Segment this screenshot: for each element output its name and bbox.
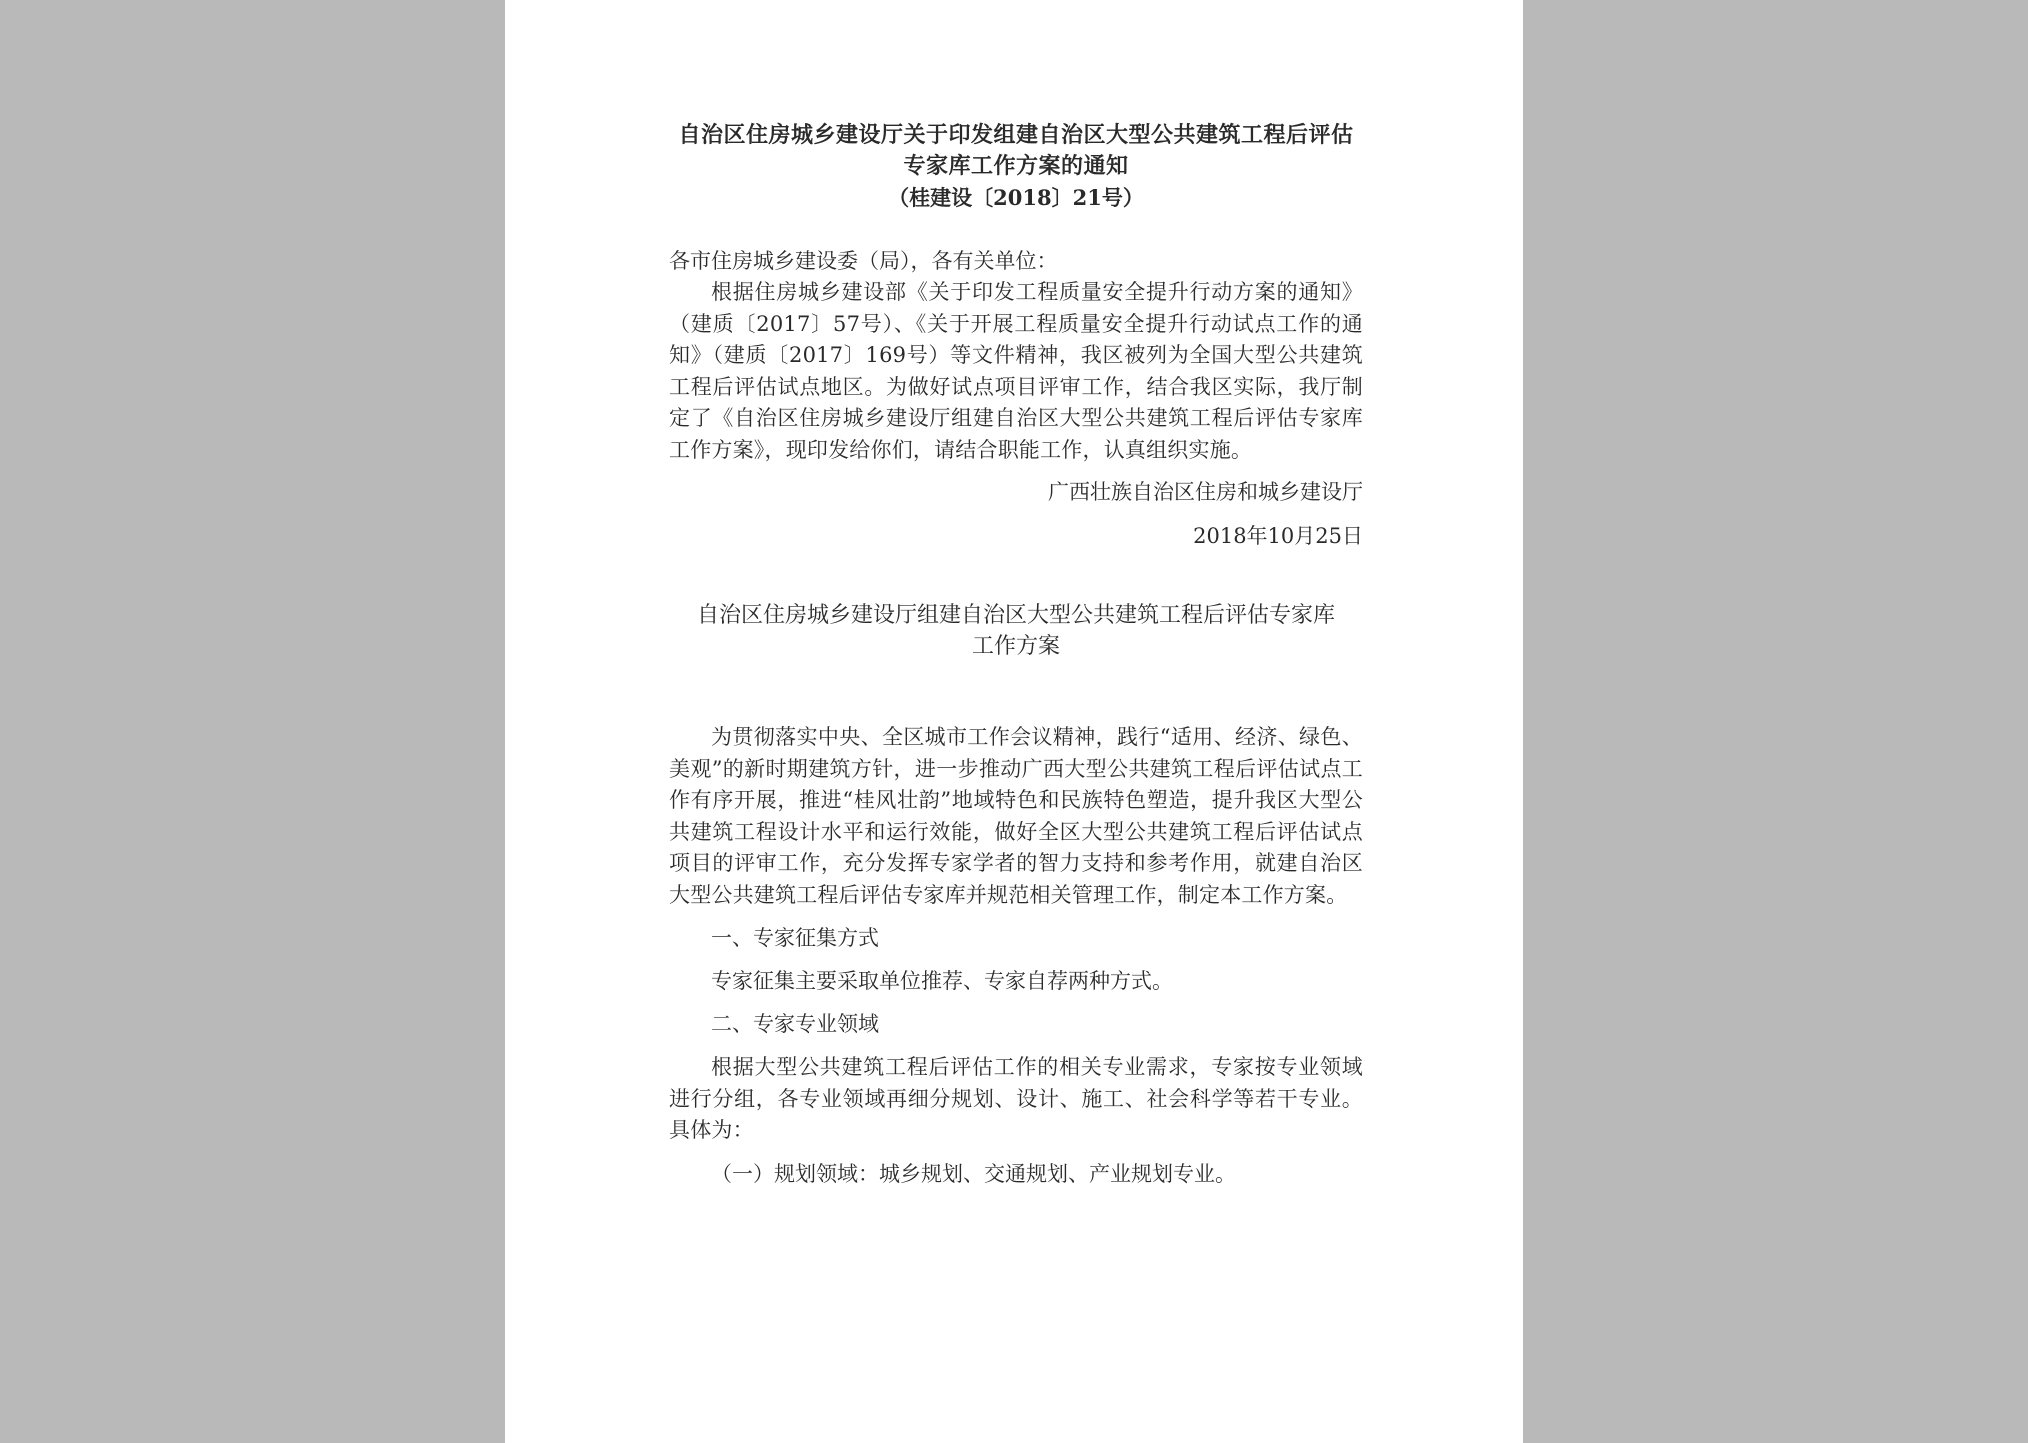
notice-body-paragraph: 根据住房城乡建设部《关于印发工程质量安全提升行动方案的通知》（建质〔2017〕57号）、《关于开展工程质量安全提升行动试点工作的通知》（建质〔2017〕169号）等文件精神，我区被列为全国大型公共建筑工程后评估试点地区。为做好试点项目评审工作，结合我区实际，我厅制定了《自治区住房城乡建设厅组建自治区大型公共建筑工程后评估专家库工作方案》，现印发给你们，请结合职能工作，认真组织实施。	[669, 280, 1363, 462]
section-heading-2: 二、专家专业领域	[711, 1012, 879, 1036]
document-number: （桂建设〔2018〕21号）	[888, 185, 1144, 210]
section-text-1: 专家征集主要采取单位推荐、专家自荐两种方式。	[711, 969, 1173, 993]
section-text-2: 根据大型公共建筑工程后评估工作的相关专业需求，专家按专业领域进行分组，各专业领域再细分规划、设计、施工、社会科学等若干专业。具体为：	[669, 1055, 1363, 1142]
plan-intro-paragraph: 为贯彻落实中央、全区城市工作会议精神，践行“适用、经济、绿色、美观”的新时期建筑方针，进一步推动广西大型公共建筑工程后评估试点工作有序开展，推进“桂风壮韵”地域特色和民族特色塑造，提升我区大型公共建筑工程设计水平和运行效能，做好全区大型公共建筑工程后评估试点项目的评审工作，充分发挥专家学者的智力支持和参考作用，就建自治区大型公共建筑工程后评估专家库并规范相关管理工作，制定本工作方案。	[669, 725, 1363, 907]
document-page	[505, 0, 1523, 1443]
issuing-authority: 广西壮族自治区住房和城乡建设厅	[1048, 480, 1363, 504]
notice-title: 自治区住房城乡建设厅关于印发组建自治区大型公共建筑工程后评估专家库工作方案的通知	[678, 122, 1354, 179]
plan-title: 自治区住房城乡建设厅组建自治区大型公共建筑工程后评估专家库工作方案	[696, 603, 1335, 659]
document-content	[669, 120, 1363, 1190]
section-heading-1: 一、专家征集方式	[711, 926, 879, 950]
list-item-planning: （一）规划领域：城乡规划、交通规划、产业规划专业。	[711, 1161, 1236, 1186]
issue-date: 2018年10月25日	[1193, 524, 1363, 548]
salutation: 各市住房城乡建设委（局），各有关单位：	[669, 249, 1058, 273]
